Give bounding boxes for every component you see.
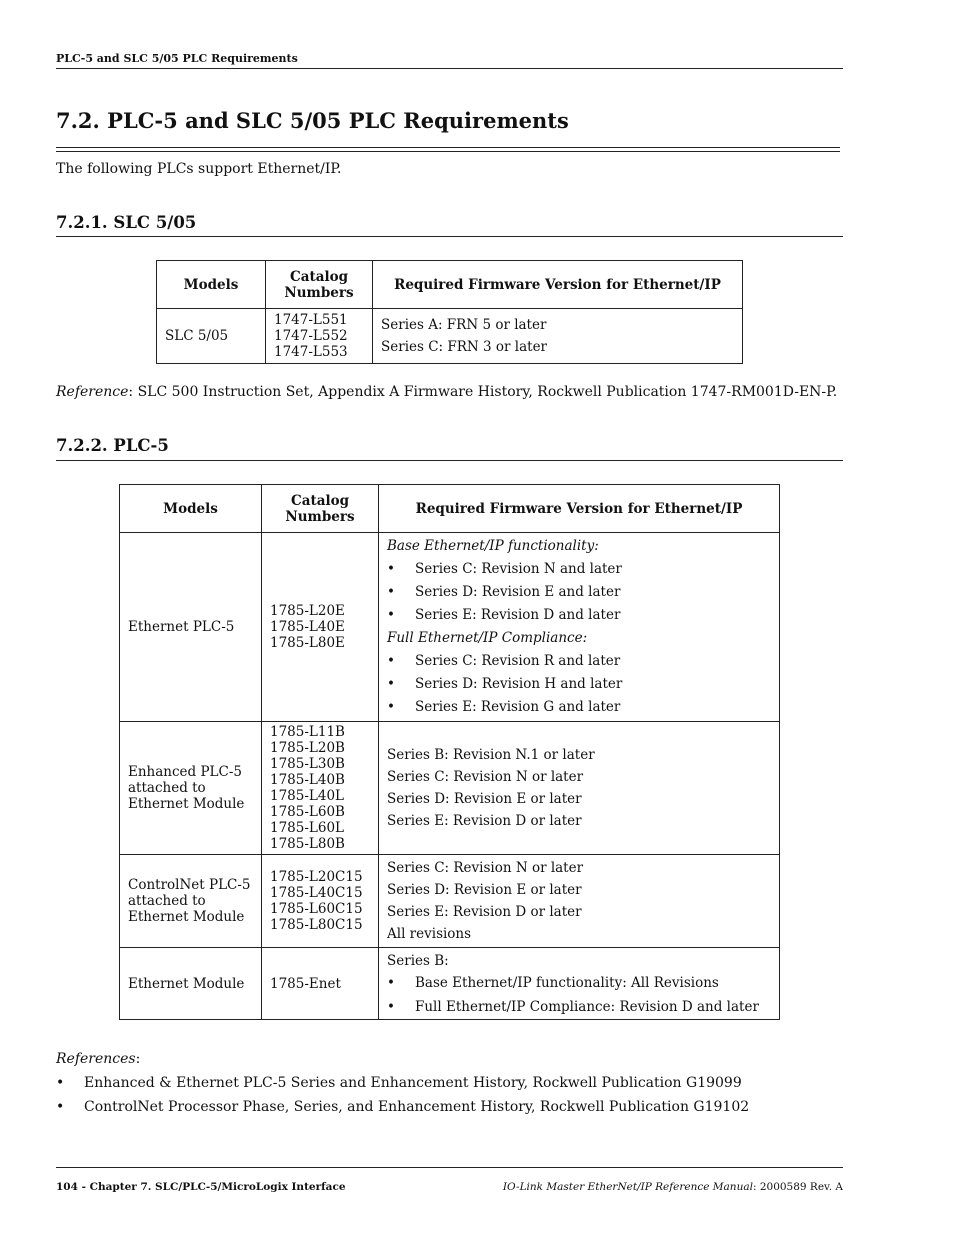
reference-item-text: Enhanced & Ethernet PLC-5 Series and Enhancement History, Rockwell Publication G19099 (84, 1075, 742, 1091)
catalog-number: 1747-L553 (274, 344, 348, 360)
running-header: PLC-5 and SLC 5/05 PLC Requirements (56, 52, 298, 65)
firmware-cell (373, 309, 743, 364)
catalog-number: 1785-L40E (270, 619, 345, 635)
reference-item-text: ControlNet Processor Phase, Series, and Enhancement History, Rockwell Publication G19102 (84, 1099, 750, 1115)
model-cell: Enhanced PLC-5 attached to Ethernet Module (120, 722, 262, 855)
catalog-number: 1785-Enet (270, 975, 341, 992)
firmware-cell (379, 533, 780, 722)
bullet-glyph: • (387, 653, 395, 669)
firmware-bullet (387, 995, 771, 1017)
firmware-bullet (387, 581, 771, 604)
catalog-cell (262, 722, 379, 855)
catalog-number: 1785-L80B (270, 836, 345, 852)
column-header: Models (120, 485, 262, 533)
model-cell: Ethernet PLC-5 (120, 533, 262, 722)
table-row (120, 533, 780, 722)
firmware-bullet (387, 696, 771, 719)
catalog-number: 1785-L40C15 (270, 885, 363, 901)
intro-paragraph: The following PLCs support Ethernet/IP. (56, 161, 342, 177)
footer-page-chapter: 104 - Chapter 7. SLC/PLC-5/MicroLogix Interface (56, 1181, 346, 1193)
firmware-bullet (387, 604, 771, 627)
bullet-glyph: • (387, 607, 395, 623)
list-item (56, 1095, 749, 1119)
firmware-line: Series B: (387, 953, 449, 969)
catalog-number: 1785-L60C15 (270, 901, 363, 917)
catalog-number: 1785-L60B (270, 804, 345, 820)
title-rule-top (56, 147, 840, 148)
column-header: Models (157, 261, 266, 309)
catalog-number: 1785-L60L (270, 820, 345, 836)
bullet-glyph: • (387, 676, 395, 692)
catalog-number: 1785-L30B (270, 756, 345, 772)
firmware-bullet-text: Series C: Revision R and later (415, 653, 621, 669)
firmware-line: Series A: FRN 5 or later (381, 317, 547, 333)
firmware-bullet (387, 650, 771, 673)
firmware-group-label: Base Ethernet/IP functionality: (387, 538, 599, 554)
firmware-line: Series E: Revision D or later (387, 813, 582, 829)
list-item (56, 1071, 749, 1095)
firmware-bullet-text: Series D: Revision H and later (415, 676, 623, 692)
slc-requirements-table (156, 260, 743, 364)
firmware-bullet (387, 673, 771, 696)
slc-heading: 7.2.1. SLC 5/05 (56, 213, 197, 232)
catalog-number: 1785-L11B (270, 724, 345, 740)
references-label-text: References (56, 1051, 136, 1067)
table-row (120, 722, 780, 855)
footer-manual-rev: : 2000589 Rev. A (752, 1181, 843, 1193)
firmware-line: All revisions (387, 926, 472, 942)
model-cell: SLC 5/05 (157, 309, 266, 364)
bullet-glyph: • (387, 999, 395, 1015)
catalog-cell (266, 309, 373, 364)
firmware-cell (379, 948, 780, 1020)
catalog-number: 1785-L80E (270, 635, 345, 651)
catalog-number: 1785-L40B (270, 772, 345, 788)
firmware-bullet (387, 972, 771, 995)
catalog-number: 1785-L80C15 (270, 917, 363, 933)
bullet-glyph: • (387, 561, 395, 577)
footer-manual-title: IO-Link Master EtherNet/IP Reference Manual (502, 1181, 753, 1193)
slc-heading-rule (56, 236, 843, 237)
section-title: 7.2. PLC-5 and SLC 5/05 PLC Requirements (56, 108, 569, 133)
header-rule (56, 68, 843, 69)
column-header: Required Firmware Version for Ethernet/IP (373, 261, 743, 309)
firmware-cell (379, 722, 780, 855)
firmware-line: Series C: FRN 3 or later (381, 339, 548, 355)
plc5-requirements-table (119, 484, 780, 1020)
catalog-number: 1785-L20E (270, 603, 345, 619)
reference-label: Reference (56, 384, 129, 400)
bullet-glyph: • (56, 1075, 65, 1091)
bullet-glyph: • (387, 584, 395, 600)
firmware-line: Series C: Revision N or later (387, 769, 584, 785)
bullet-glyph: • (387, 975, 395, 991)
catalog-cell (262, 855, 379, 948)
footer-manual-info (503, 1181, 843, 1193)
firmware-line: Series E: Revision D or later (387, 904, 582, 920)
firmware-bullet-text: Series E: Revision D and later (415, 607, 621, 623)
firmware-line: Series D: Revision E or later (387, 882, 582, 898)
table-row (157, 309, 743, 364)
model-cell: Ethernet Module (120, 948, 262, 1020)
firmware-group-label: Full Ethernet/IP Compliance: (387, 630, 588, 646)
column-header: Catalog Numbers (262, 485, 379, 533)
firmware-line: Series D: Revision E or later (387, 791, 582, 807)
table-row (120, 948, 780, 1020)
firmware-cell (379, 855, 780, 948)
bullet-glyph: • (387, 699, 395, 715)
plc5-heading: 7.2.2. PLC-5 (56, 436, 169, 455)
firmware-bullet-text: Full Ethernet/IP Compliance: Revision D and later (415, 999, 759, 1015)
title-rule-bottom (56, 151, 840, 152)
firmware-bullet-text: Series C: Revision N and later (415, 561, 622, 577)
slc-reference (56, 384, 837, 400)
firmware-bullet-text: Series E: Revision G and later (415, 699, 621, 715)
column-header: Catalog Numbers (266, 261, 373, 309)
bullet-glyph: • (56, 1099, 65, 1115)
firmware-bullet-text: Base Ethernet/IP functionality: All Revisions (415, 975, 719, 991)
firmware-bullet-text: Series D: Revision E and later (415, 584, 621, 600)
firmware-line: Series B: Revision N.1 or later (387, 747, 595, 763)
footer-rule (56, 1167, 843, 1168)
reference-text: : SLC 500 Instruction Set, Appendix A Firmware History, Rockwell Publication 1747-RM001D-EN-P. (128, 384, 838, 400)
table-row (120, 855, 780, 948)
firmware-line: Series C: Revision N or later (387, 860, 584, 876)
firmware-bullet (387, 558, 771, 581)
table-header-row (120, 485, 780, 533)
references-list (56, 1071, 749, 1119)
column-header: Required Firmware Version for Ethernet/IP (379, 485, 780, 533)
plc5-heading-rule (56, 460, 843, 461)
catalog-number: 1785-L40L (270, 788, 345, 804)
catalog-number: 1785-L20C15 (270, 869, 363, 885)
catalog-cell (262, 948, 379, 1020)
references-label: References: (56, 1051, 141, 1067)
model-cell: ControlNet PLC-5 attached to Ethernet Module (120, 855, 262, 948)
catalog-number: 1785-L20B (270, 740, 345, 756)
table-header-row (157, 261, 743, 309)
catalog-cell (262, 533, 379, 722)
catalog-number: 1747-L551 (274, 312, 348, 328)
catalog-number: 1747-L552 (274, 328, 348, 344)
